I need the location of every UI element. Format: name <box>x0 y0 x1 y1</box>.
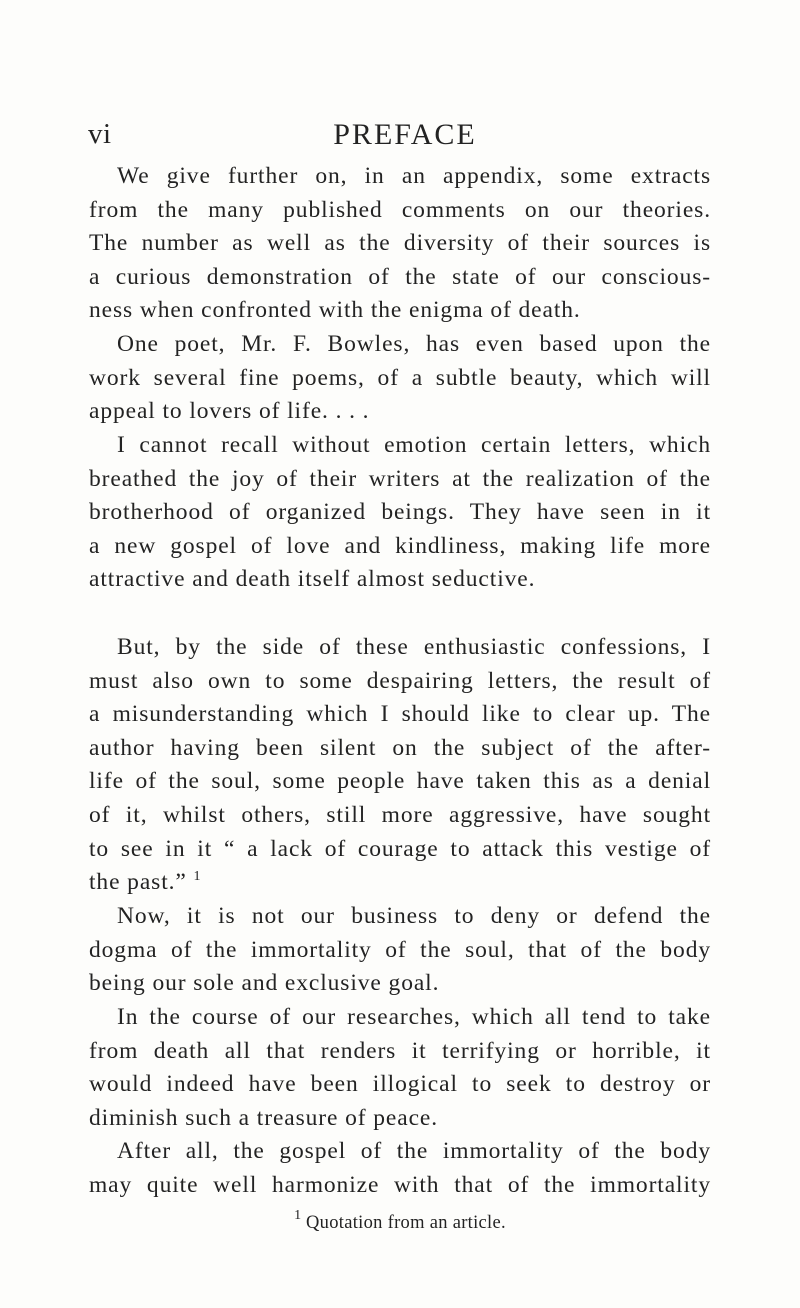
text-line: must also own to some despairing letters, the result of <box>89 667 711 694</box>
text-line: author having been silent on the subject of the after- <box>89 734 711 761</box>
text-line: ness when confronted with the enigma of death. <box>89 297 581 324</box>
text-line: being our sole and exclusive goal. <box>89 970 440 997</box>
text-line: I cannot recall without emotion certain letters, which <box>117 432 711 458</box>
text-line: The number as well as the diversity of their sources is <box>89 230 711 257</box>
footnote-text: Quotation from an article. <box>306 1213 506 1233</box>
paragraph <box>89 631 711 900</box>
text-line: a curious demonstration of the state of our conscious- <box>89 263 711 290</box>
paragraph <box>89 900 711 1001</box>
text-line: to see in it “ a lack of courage to attack this vestige of <box>89 835 711 862</box>
paragraph <box>89 429 711 597</box>
text-line: of it, whilst others, still more aggressive, have sought <box>89 801 711 828</box>
text-line: a misunderstanding which I should like to clear up. The <box>89 701 711 728</box>
text-line: from death all that renders it terrifying or horrible, it <box>89 1037 711 1064</box>
text-line: One poet, Mr. F. Bowles, has even based upon the <box>117 331 711 357</box>
paragraph <box>89 1135 711 1202</box>
text-line: In the course of our researches, which all tend to take <box>117 1004 711 1030</box>
text-line: brotherhood of organized beings. They have seen in it <box>89 499 711 526</box>
text-line: appeal to lovers of life. . . . <box>89 398 370 425</box>
page-number: vi <box>88 118 112 150</box>
text-line: Now, it is not our business to deny or defend the <box>117 903 711 929</box>
footnote-reference: 1 <box>193 869 201 885</box>
text-line: We give further on, in an appendix, some extracts <box>117 163 711 189</box>
footnote-marker: 1 <box>294 1208 302 1223</box>
text-line: attractive and death itself almost seductive. <box>89 566 536 593</box>
text-line: But, by the side of these enthusiastic confessions, I <box>117 634 711 660</box>
text-line: a new gospel of love and kindliness, making life more <box>89 532 711 559</box>
paragraph <box>89 1001 711 1135</box>
text-line: work several fine poems, of a subtle beauty, which will <box>89 364 711 391</box>
text-line: After all, the gospel of the immortality of the body <box>117 1138 711 1164</box>
text-line: life of the soul, some people have taken this as a denial <box>89 768 711 795</box>
text-line-with-footnote-ref <box>89 866 711 900</box>
text-line: would indeed have been illogical to seek to destroy or <box>89 1071 711 1098</box>
text-line: breathed the joy of their writers at the realization of the <box>89 465 711 492</box>
text-line: diminish such a treasure of peace. <box>89 1104 439 1131</box>
text-line: may quite well harmonize with that of the immortality <box>89 1171 711 1198</box>
text-line: dogma of the immortality of the soul, that of the body <box>89 936 711 963</box>
footnote <box>0 1210 800 1236</box>
text-line: from the many published comments on our theories. <box>89 196 711 223</box>
paragraph <box>89 328 711 429</box>
running-head: PREFACE <box>333 118 477 151</box>
paragraph <box>89 160 711 328</box>
text-line: the past.” <box>89 869 187 896</box>
